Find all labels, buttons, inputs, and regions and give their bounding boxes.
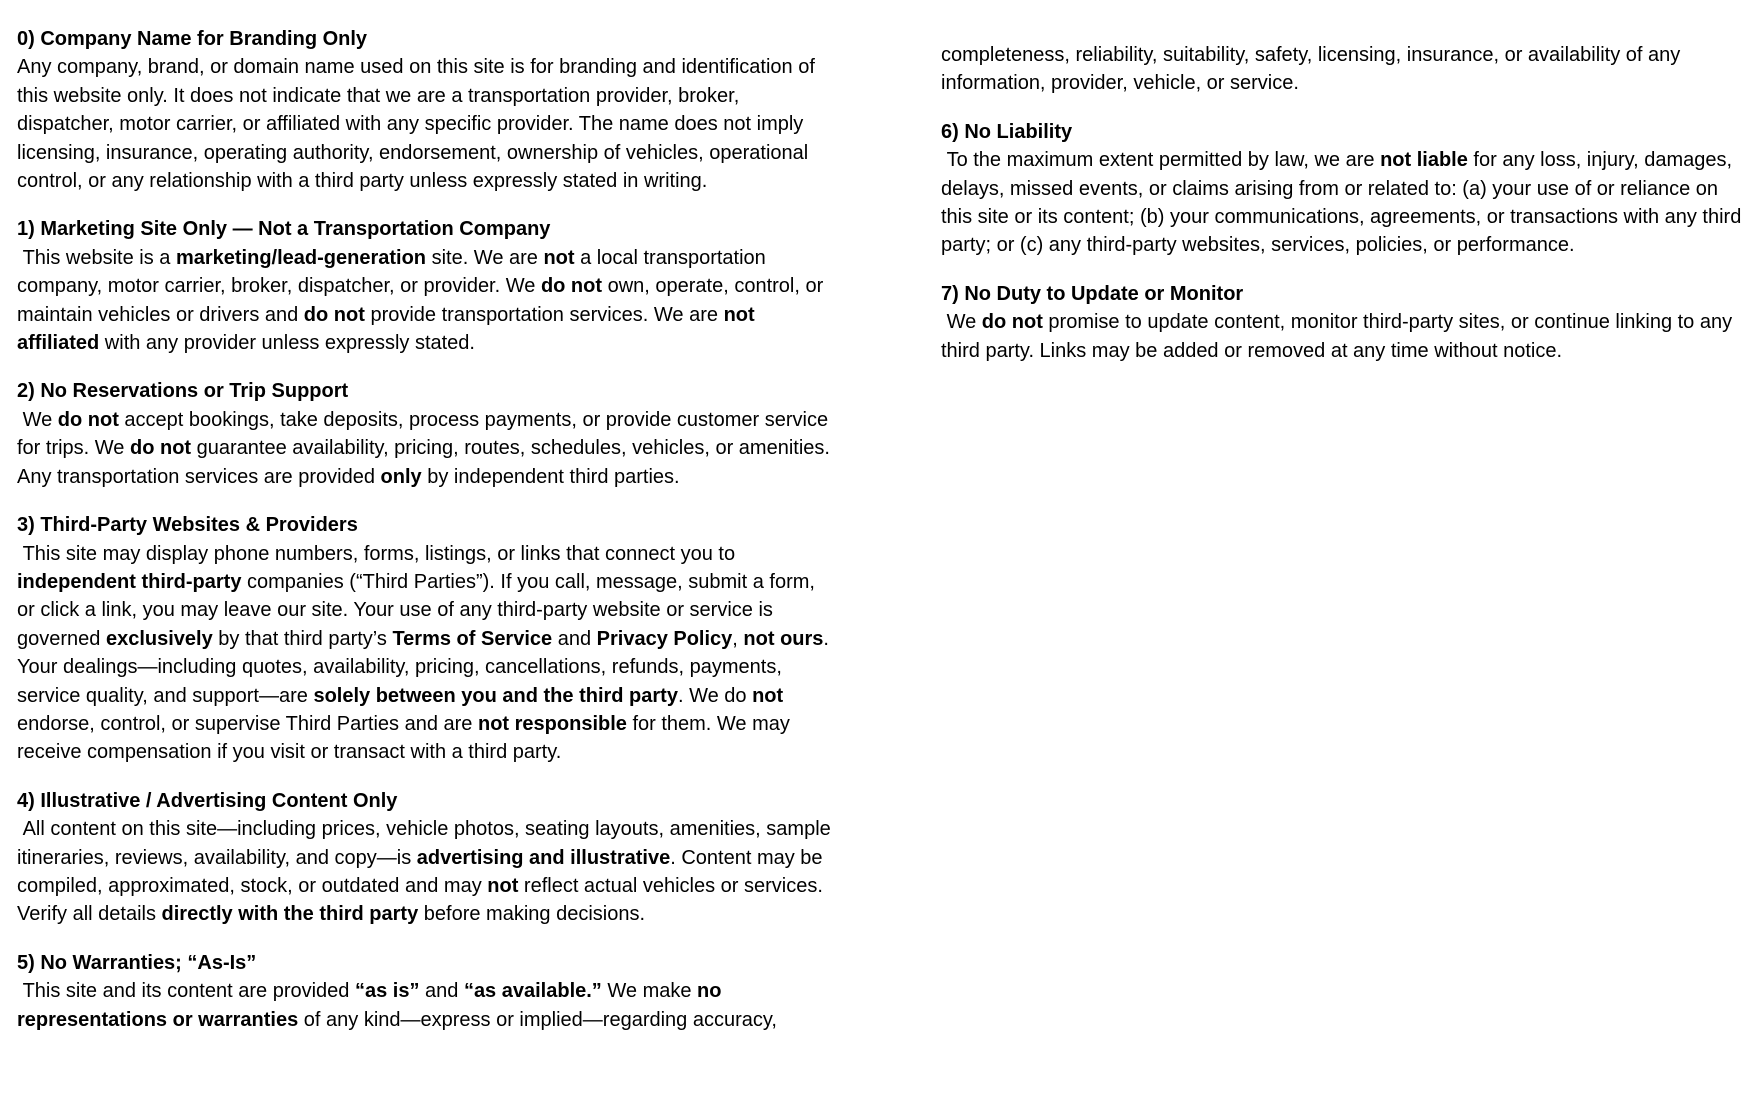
bold-text: Terms of Service [392,627,553,650]
section-paragraph: To the maximum extent permitted by law, we are not liable for any loss, injury, damages, delays, missed events, or claims arising from or related to: (a) your use of or reliance on this site or its content; (b) your communications, agreements, or transactions with any third party; or (c) any third-party websites, services, policies, or performance. [941,149,1747,257]
bold-text: only [380,465,422,488]
bold-text: “as available.” [463,980,602,1003]
bold-text: marketing/lead-generation [175,246,427,269]
bold-text: Privacy Policy [596,627,733,650]
section-6 [941,118,1747,260]
section-heading: 1) Marketing Site Only — Not a Transportation Company [17,218,551,241]
section-5 [17,949,835,1034]
section-paragraph: All content on this site—including prices, vehicle photos, seating layouts, amenities, sample itineraries, reviews, availability, and copy—is advertising and illustrative. Content may be compiled, approximated, stock, or outdated and may not reflect actual vehicles or services. Verify all details directly with the third party before making decisions. [17,818,837,926]
bold-text: exclusively [105,627,213,650]
bold-text: do not [130,437,192,460]
section-2 [17,377,835,491]
bold-text: “as is” [354,980,420,1003]
bold-text: do not [303,303,365,326]
section-heading: 6) No Liability [941,120,1073,143]
section-paragraph: We do not accept bookings, take deposits, process payments, or provide customer service for trips. We do not guarantee availability, pricing, routes, schedules, vehicles, or amenities. Any transportation services are provided only by independent third parties. [17,408,835,488]
section-paragraph: This site and its content are provided “as is” and “as available.” We make no representations or warranties of any kind—express or implied—regarding accuracy, [17,980,777,1031]
section-7 [941,280,1743,365]
bold-text: advertising and illustrative [416,846,671,869]
bold-text: not [487,874,519,897]
bold-text: not [752,684,784,707]
bold-text: not affiliated [17,303,761,355]
section-3 [17,511,835,767]
bold-text: not responsible [477,712,627,735]
section-1 [17,215,835,357]
bold-text: directly with the third party [161,903,419,926]
section-paragraph: Any company, brand, or domain name used on this site is for branding and identification of this website only. It does not indicate that we are a transportation provider, broker, dispatcher, motor carrier, or affiliated with any specific provider. The name does not imply licensing, insurance, operating authority, endorsement, ownership of vehicles, operational control, or any relationship with a third party unless expressly stated in writing. [17,56,821,193]
bold-text: not ours [743,627,824,650]
section-paragraph: completeness, reliability, suitability, safety, licensing, insurance, or availability of any information, provider, vehicle, or service. [941,44,1686,95]
right-column [941,0,1747,365]
section-0 [17,25,835,195]
section-heading: 3) Third-Party Websites & Providers [17,514,358,537]
bold-text: not [543,246,575,269]
section-heading: 0) Company Name for Branding Only [17,28,368,50]
bold-text: not liable [1380,149,1468,172]
bold-text: do not [57,408,119,431]
bold-text: independent third-party [17,570,242,593]
section-heading: 7) No Duty to Update or Monitor [941,282,1244,305]
section-heading: 2) No Reservations or Trip Support [17,380,349,403]
left-column [0,0,835,1034]
section-paragraph: We do not promise to update content, monitor third-party sites, or continue linking to any third party. Links may be added or removed at any time without notice. [941,311,1738,362]
section-paragraph: This site may display phone numbers, forms, listings, or links that connect you to independent third-party companies (“Third Parties”). If you call, message, submit a form, or click a link, you may leave our site. Your use of any third-party website or service is governed exclusively by that third party’s Terms of Service and Privacy Policy, not ours. Your dealings—including quotes, availability, pricing, cancellations, refunds, payments, service quality, and support—are solely between you and the third party. We do not endorse, control, or supervise Third Parties and are not responsible for them. We may receive compensation if you visit or transact with a third party. [17,542,835,764]
bold-text: no representations or warranties [17,980,728,1031]
section-paragraph: This website is a marketing/lead-generation site. We are not a local transportation company, motor carrier, broker, dispatcher, or provider. We do not own, operate, control, or maintain vehicles or drivers and do not provide transportation services. We are not affiliated with any provider unless expressly stated. [17,246,829,355]
section-heading: 4) Illustrative / Advertising Content Only [17,789,398,812]
bold-text: do not [540,275,603,298]
section-4 [17,787,835,929]
section-5-continued [941,41,1743,98]
section-heading: 5) No Warranties; “As-Is” [17,951,257,974]
bold-text: do not [981,311,1043,334]
bold-text: solely between you and the third party [313,684,678,707]
